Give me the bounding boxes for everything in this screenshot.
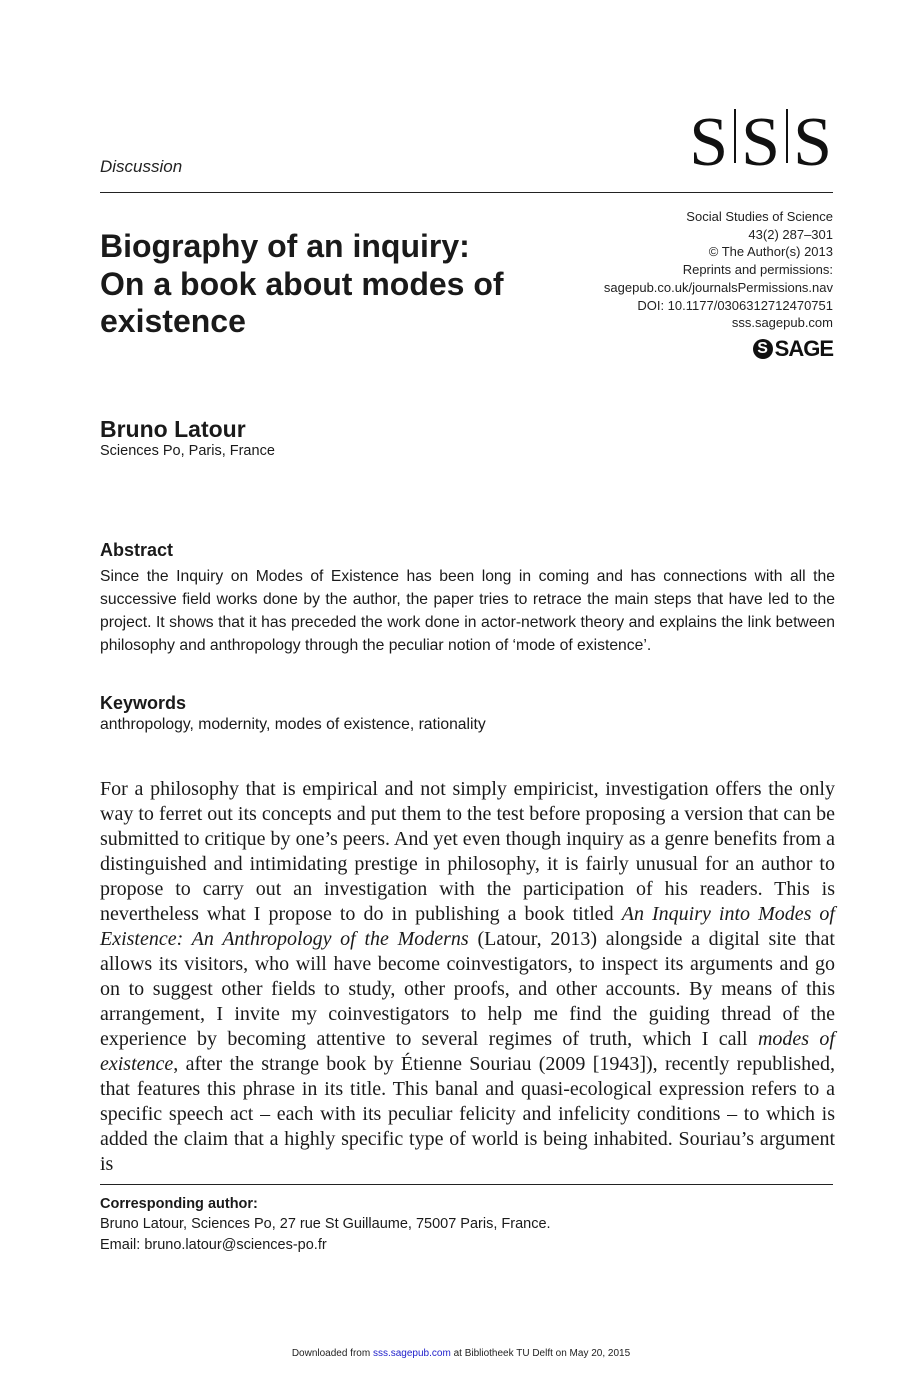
- body-text: For a philosophy that is empirical and not simply empiricist, investigation offers the only way to ferret out its concepts and put them to the test before proposing a version that can be submitted to critique by one’s peers. And yet even though inquiry as a genre benefits from a distinguished and intimidating prestige in philosophy, it is fairly unusual for an author to propose to carry out an investigation with the participation of his readers. This is nevertheless what I propose to do in publishing a book titled: [100, 778, 835, 925]
- author-affiliation: Sciences Po, Paris, France: [100, 443, 275, 459]
- footnote-rule: [100, 1184, 833, 1185]
- copyright: © The Author(s) 2013: [708, 244, 833, 260]
- sage-logo: [753, 336, 833, 362]
- logo-divider: [786, 109, 788, 163]
- body-text: (Latour, 2013) alongside a digital site that allows its visitors, who will have become coinvestigators, to inspect its arguments and go on to suggest other fields to study, other proofs, and other accounts. By means of this arrangement, I invite my coinvestigators to help me find the guiding thread of the experience by becoming attentive to several regimes of truth, which I call: [100, 928, 835, 1050]
- permissions-link[interactable]: sagepub.co.uk/journalsPermissions.nav: [603, 279, 833, 295]
- corresponding-author-heading: Corresponding author:: [100, 1196, 258, 1212]
- permissions-label: Reprints and permissions:: [682, 262, 833, 278]
- section-label: Discussion: [100, 157, 183, 176]
- download-suffix: at Bibliotheek TU Delft on May 20, 2015: [450, 1348, 631, 1359]
- title-line: existence: [100, 303, 246, 339]
- journal-logo-letter: S: [689, 104, 730, 181]
- abstract-heading: Abstract: [100, 540, 174, 560]
- article-title: [100, 228, 560, 341]
- title-line: On a book about modes of: [100, 265, 504, 302]
- journal-logo-letter: S: [741, 104, 782, 181]
- sage-s-icon: S: [753, 339, 773, 359]
- body-paragraph: [100, 777, 835, 1177]
- sage-wordmark: SAGE: [774, 336, 833, 361]
- header-rule: [100, 192, 833, 193]
- journal-logo: [689, 104, 833, 181]
- author-name: Bruno Latour: [100, 416, 246, 442]
- term-modes-of-existence: modes of existence: [100, 1028, 835, 1075]
- abstract-text: Since the Inquiry on Modes of Existence has been long in coming and has connections with all the successive field works done by the author, the paper tries to retrace the main steps that have led to the project. It shows that it has preceded the work done in actor-network theory and explains the link between philosophy and anthropology through the peculiar notion of ‘mode of existence’.: [100, 568, 835, 654]
- volume-pages: 43(2) 287–301: [748, 226, 833, 242]
- download-source-link[interactable]: sss.sagepub.com: [372, 1348, 451, 1359]
- corresponding-author-address: Bruno Latour, Sciences Po, 27 rue St Guillaume, 75007 Paris, France.: [100, 1216, 551, 1232]
- download-prefix: Downloaded from: [291, 1348, 373, 1359]
- keywords-heading: Keywords: [100, 693, 187, 713]
- title-line: Biography of an inquiry:: [100, 228, 470, 264]
- download-notice: [0, 1348, 922, 1359]
- journal-logo-letter: S: [793, 104, 833, 181]
- book-title: An Inquiry into Modes of Existence: An Anthropology of the Moderns: [100, 903, 835, 950]
- journal-name: Social Studies of Science: [686, 209, 833, 224]
- doi[interactable]: DOI: 10.1177/0306312712470751: [637, 297, 833, 313]
- keywords-list: anthropology, modernity, modes of existence, rationality: [100, 716, 486, 733]
- logo-divider: [734, 109, 736, 163]
- journal-site-link[interactable]: sss.sagepub.com: [731, 315, 833, 331]
- corresponding-author-email[interactable]: Email: bruno.latour@sciences-po.fr: [100, 1237, 327, 1253]
- body-text: , after the strange book by Étienne Souriau (2009 [1943]), recently republished, that features this phrase in its title. This banal and quasi-ecological expression refers to a specific speech act – each with its peculiar felicity and infelicity conditions – to which is added the claim that a highly specific type of world is being inhabited. Souriau’s argument is: [100, 1053, 835, 1175]
